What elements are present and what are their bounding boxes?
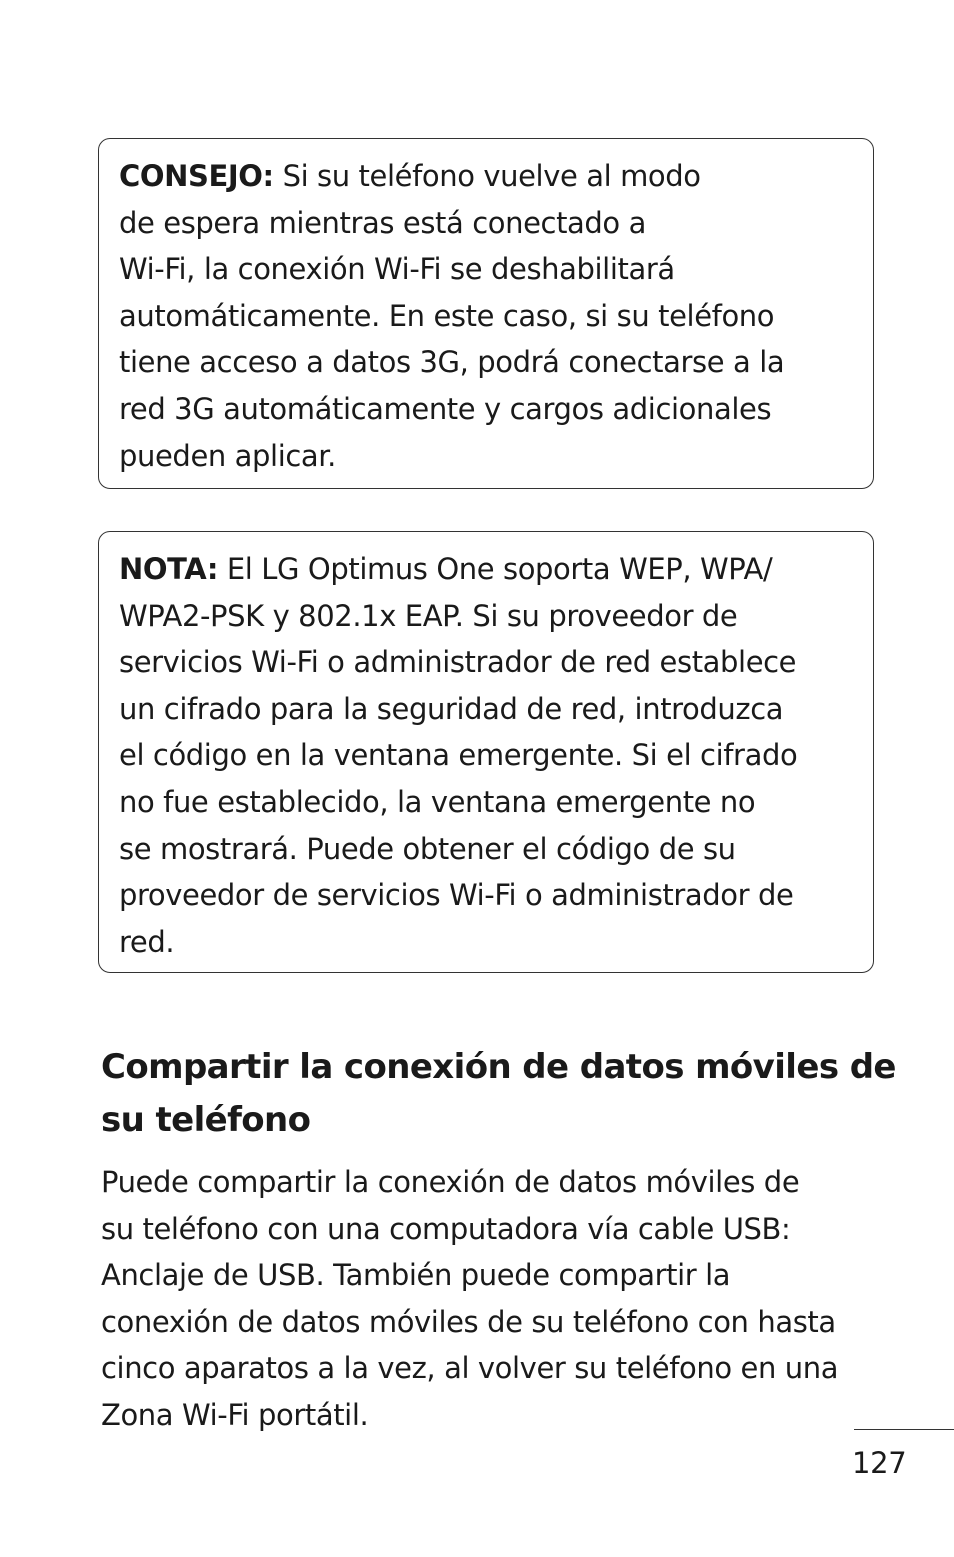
- body-line: Zona Wi-Fi portátil.: [101, 1397, 369, 1432]
- note-line: un cifrado para la seguridad de red, introduzca: [119, 691, 784, 726]
- note-line: servicios Wi-Fi o administrador de red establece: [119, 645, 797, 680]
- section-heading-line: su teléfono: [101, 1100, 311, 1140]
- note-label: NOTA:: [119, 552, 219, 586]
- page-number-rule: [854, 1429, 954, 1430]
- tip-label: CONSEJO:: [119, 159, 274, 193]
- note-line: [119, 546, 853, 593]
- body-line: Puede compartir la conexión de datos móviles de: [101, 1165, 800, 1199]
- tip-box: [98, 138, 874, 489]
- tip-line: [119, 153, 853, 200]
- section-heading: [101, 1041, 896, 1147]
- tip-line: de espera mientras está conectado a: [119, 205, 646, 240]
- note-line: WPA2-PSK y 802.1x EAP. Si su proveedor de: [119, 598, 738, 633]
- tip-line: automáticamente. En este caso, si su teléfono: [119, 298, 775, 333]
- body-line: Anclaje de USB. También puede compartir la: [101, 1258, 731, 1293]
- note-line: proveedor de servicios Wi-Fi o administrador de: [119, 878, 794, 913]
- tip-line: pueden aplicar.: [119, 438, 336, 473]
- note-box: [98, 531, 874, 973]
- note-line: no fue establecido, la ventana emergente no: [119, 784, 756, 819]
- body-line: conexión de datos móviles de su teléfono con hasta: [101, 1304, 836, 1339]
- tip-line: tiene acceso a datos 3G, podrá conectarse a la: [119, 345, 785, 380]
- note-line: el código en la ventana emergente. Si el cifrado: [119, 738, 798, 773]
- page-number: 127: [852, 1446, 907, 1480]
- tip-line: Wi-Fi, la conexión Wi-Fi se deshabilitará: [119, 252, 675, 287]
- body-line: cinco aparatos a la vez, al volver su teléfono en una: [101, 1351, 839, 1386]
- section-body: [101, 1159, 838, 1439]
- body-line: su teléfono con una computadora vía cable USB:: [101, 1211, 791, 1246]
- section-heading-line: Compartir la conexión de datos móviles de: [101, 1047, 896, 1087]
- note-line: se mostrará. Puede obtener el código de su: [119, 831, 736, 866]
- tip-line-text: Si su teléfono vuelve al modo: [273, 159, 701, 193]
- tip-line: red 3G automáticamente y cargos adicionales: [119, 391, 772, 426]
- note-line: red.: [119, 924, 175, 959]
- note-line-text: El LG Optimus One soporta WEP, WPA/: [218, 552, 773, 586]
